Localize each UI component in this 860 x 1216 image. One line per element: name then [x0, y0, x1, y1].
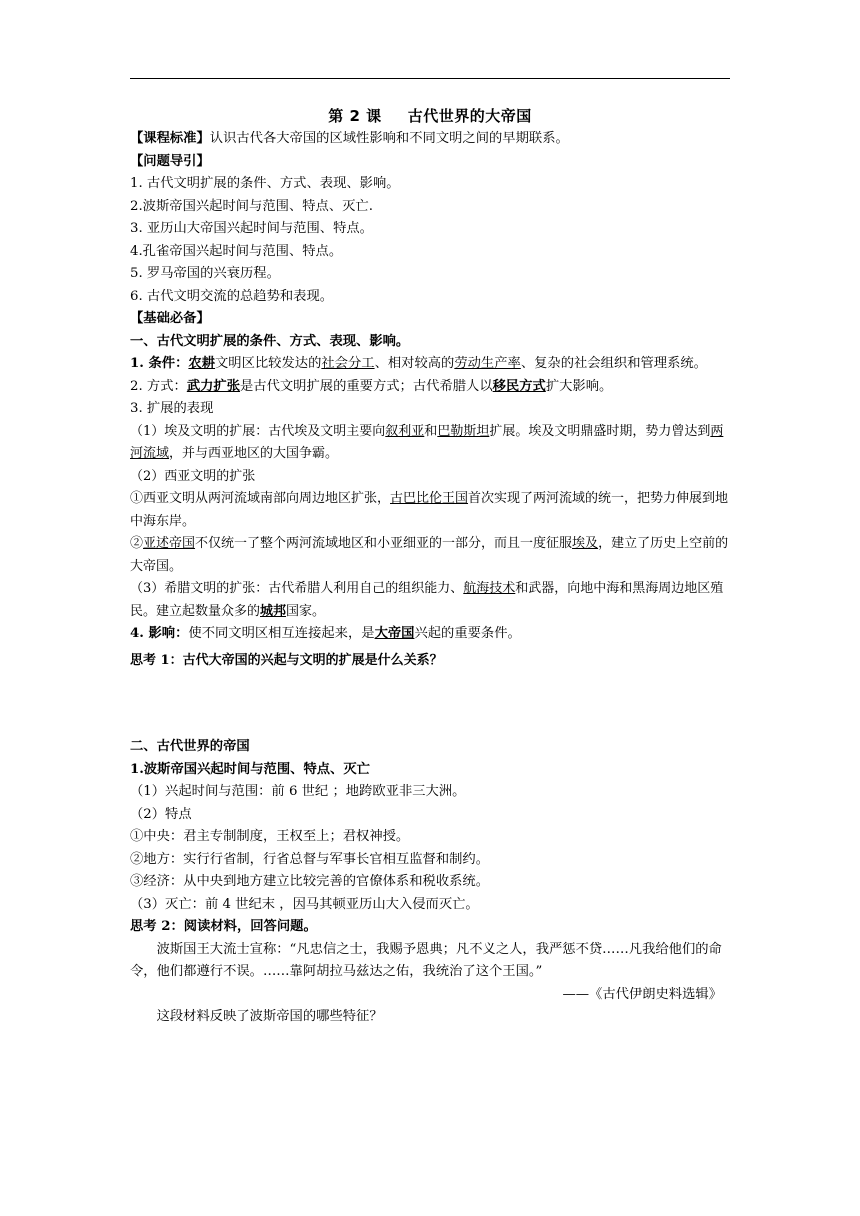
text: 和: [424, 423, 438, 439]
west-item-1: [130, 488, 730, 533]
impact-label: 4. 影响：: [130, 626, 189, 641]
keyword: 叙利亚: [385, 423, 425, 439]
text: 扩大影响。: [545, 378, 613, 394]
way-paragraph: [130, 376, 730, 399]
guide-item: 3. 亚历山大帝国兴起时间与范围、特点。: [130, 221, 373, 236]
west-heading: （2）西亚文明的扩张: [130, 468, 256, 484]
text: ②: [130, 536, 144, 551]
guide-item: 4.孔雀帝国兴起时间与范围、特点。: [130, 243, 343, 259]
guide-label: 【问题导引】: [130, 153, 210, 169]
text: 文明区比较发达的: [215, 356, 322, 371]
keyword: 社会分工: [321, 356, 375, 371]
condition-label: 1. 条件：: [130, 356, 189, 371]
guide-item: 1. 古代文明扩展的条件、方式、表现、影响。: [130, 176, 400, 191]
persia-feature-local: ②地方：实行行省制，行省总督与军事长官相互监督和制约。: [130, 851, 490, 867]
lesson-name: 古代世界的大帝国: [407, 107, 532, 125]
text: （3）希腊文明的扩张：古代希腊人利用自己的组织能力、: [130, 581, 464, 596]
persia-fall: （3）灭亡：前 4 世纪末 ，因马其顿亚历山大入侵而灭亡。: [130, 896, 479, 912]
persia-feature-economy: ③经济：从中央到地方建立比较完善的官僚体系和税收系统。: [130, 874, 490, 889]
guide-item: 5. 罗马帝国的兴衰历程。: [130, 266, 280, 281]
keyword: 城邦: [260, 603, 287, 619]
greek-paragraph: [130, 578, 730, 623]
persia-heading: 1.波斯帝国兴起时间与范围、特点、灭亡: [130, 761, 370, 777]
quote-paragraph: 波斯国王大流士宣称：“凡忠信之士，我赐予恩典；凡不义之人，我严惩不贷……凡我给他们的命令，他们都遵行不误。……靠阿胡拉马兹达之佑，我统治了这个王国。”: [130, 941, 722, 979]
persia-time: （1）兴起时间与范围：前 6 世纪 ；地跨欧亚非三大洲。: [130, 784, 466, 799]
section-2-heading: 二、古代世界的帝国: [130, 739, 250, 754]
keyword: 移民方式: [492, 378, 546, 394]
keyword: 农耕: [188, 356, 215, 371]
text: 不仅统一了整个两河流域地区和小亚细亚的一部分，而且一度征服: [195, 536, 573, 551]
text: 、复杂的社会组织和管理系统。: [520, 356, 707, 371]
standard-text: 认识古代各大帝国的区域性影响和不同文明之间的早期联系。: [209, 131, 569, 146]
think-question-1: 思考 1：古代大帝国的兴起与文明的扩展是什么关系？: [130, 652, 443, 668]
text: ①西亚文明从两河流域南部向周边地区扩张，: [130, 491, 391, 506]
guide-item: 2.波斯帝国兴起时间与范围、特点、灭亡.: [130, 198, 373, 214]
text: 和武器，向地中海和黑海周边地区殖民。建立起数量众多的: [130, 581, 724, 619]
quote-source: ——《古代伊朗史料选辑》: [562, 986, 722, 1002]
course-standard: [130, 128, 730, 151]
keyword: 航海技术: [463, 581, 516, 596]
header-rule: [130, 78, 730, 79]
standard-label: 【课程标准】: [130, 131, 210, 146]
impact-paragraph: [130, 623, 730, 646]
way-label: 2. 方式：: [130, 378, 187, 394]
keyword: 劳动生产率: [454, 356, 521, 371]
guide-item: 6. 古代文明交流的总趋势和表现。: [130, 288, 334, 304]
answer-space: [130, 672, 730, 736]
page-title: [130, 104, 730, 128]
text: 首次实现了两河流域的统一，把势力伸展到地中海东岸。: [130, 491, 729, 529]
keyword: 亚述帝国: [143, 536, 196, 551]
keyword: 埃及: [572, 536, 599, 551]
show-heading: 3. 扩展的表现: [130, 401, 214, 416]
document-page: [130, 104, 730, 1029]
text: 、相对较高的: [374, 356, 455, 371]
keyword: 巴勒斯坦: [437, 423, 490, 439]
basics-label: 【基础必备】: [130, 311, 210, 326]
think-question-2: 思考 2：阅读材料，回答问题。: [130, 919, 317, 934]
text: 是古代文明扩展的重要方式；古代希腊人以: [240, 378, 493, 394]
keyword: 两河流域: [130, 423, 724, 461]
section-1-heading: 一、古代文明扩展的条件、方式、表现、影响。: [130, 333, 410, 349]
text: 国家。: [286, 603, 326, 619]
lesson-number: 第 2 课: [328, 107, 382, 125]
condition-paragraph: [130, 353, 730, 376]
text: 扩展。埃及文明鼎盛时期，势力曾达到: [489, 423, 711, 439]
text: 使不同文明区相互连接起来，是: [188, 626, 375, 641]
text: ，并与西亚地区的大国争霸。: [169, 446, 339, 461]
egypt-paragraph: [130, 421, 730, 466]
keyword: 大帝国: [374, 626, 415, 641]
text: ，建立了历史上空前的大帝国。: [130, 536, 729, 574]
keyword: 武力扩张: [186, 378, 240, 394]
text: （1）埃及文明的扩展：古代埃及文明主要向: [130, 423, 386, 439]
persia-feature-central: ①中央：君主专制制度，王权至上；君权神授。: [130, 829, 410, 844]
keyword: 古巴比伦王国: [390, 491, 469, 506]
west-item-2: [130, 533, 730, 578]
material-question: 这段材料反映了波斯帝国的哪些特征？: [156, 1009, 383, 1024]
text: 兴起的重要条件。: [414, 626, 521, 641]
persia-features-heading: （2）特点: [130, 806, 192, 822]
